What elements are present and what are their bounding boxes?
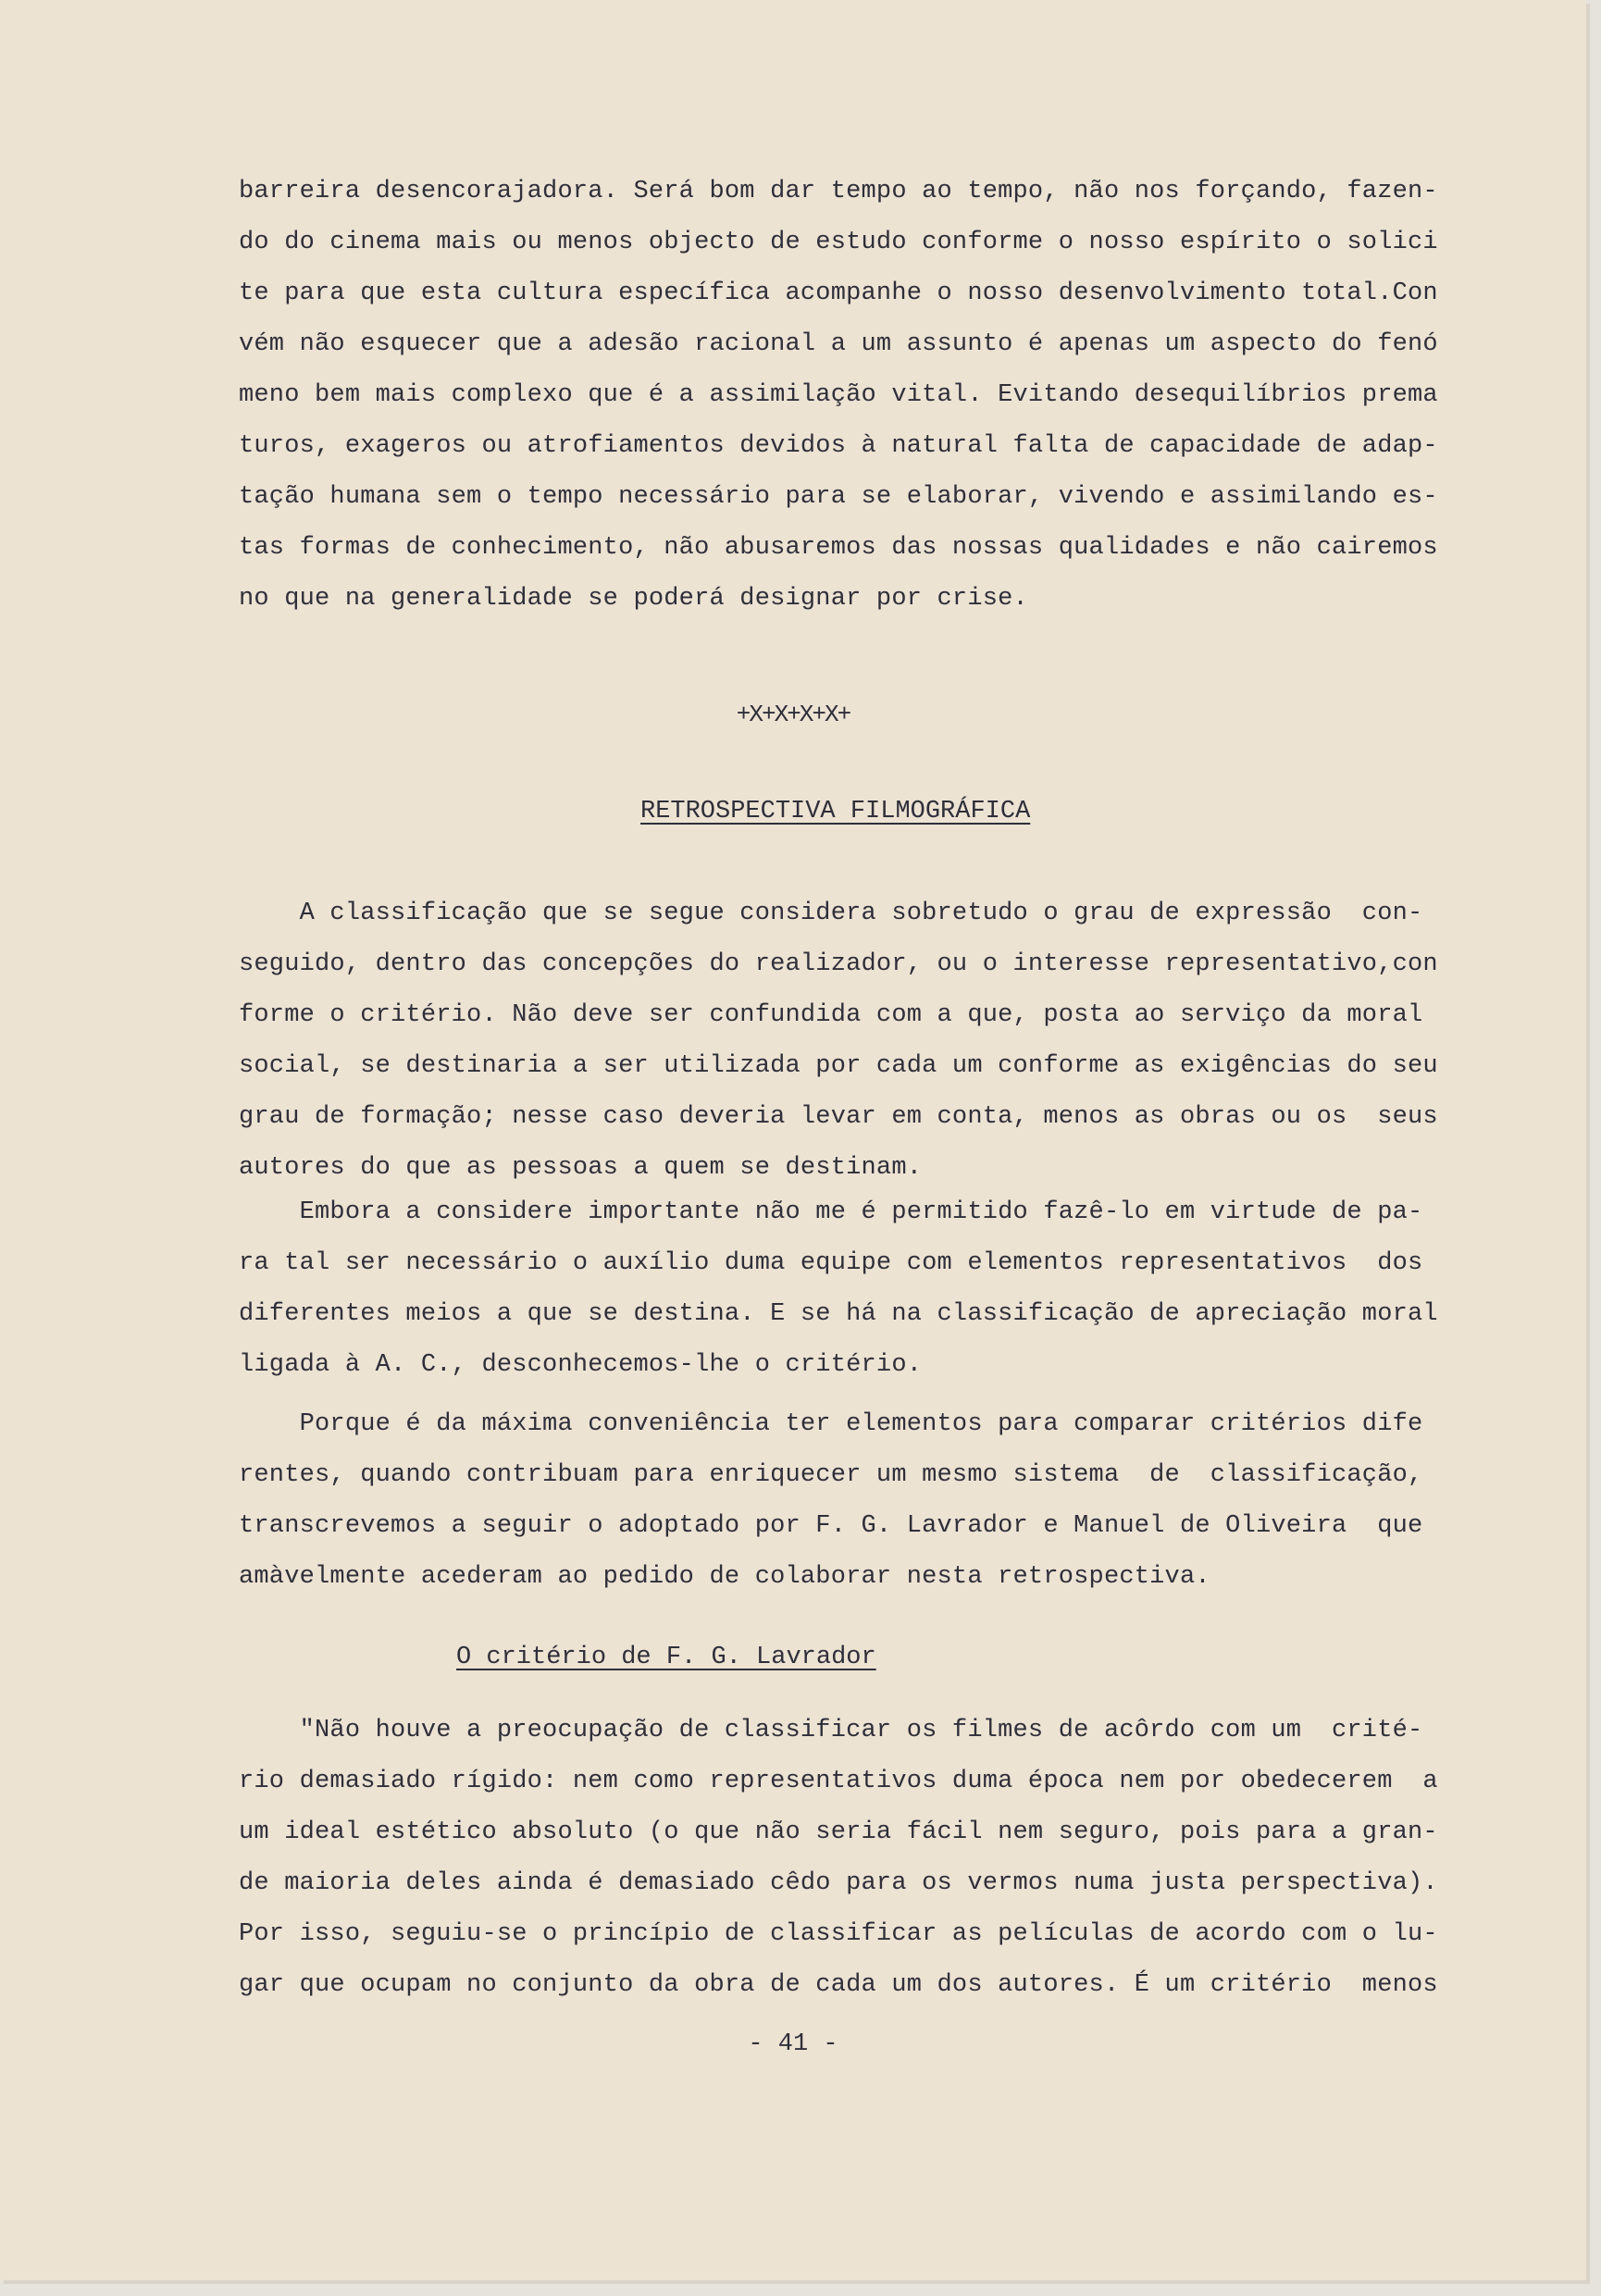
text-line: Por isso, seguiu-se o princípio de classificar as películas de acordo com o lu- (239, 1920, 1438, 1948)
text-line: vém não esquecer que a adesão racional a um assunto é apenas um aspecto do fenó (239, 330, 1438, 358)
quote-paragraph (239, 1706, 1438, 2011)
text-line: seguido, dentro das concepções do realizador, ou o interesse representativo,con (239, 950, 1438, 978)
text-line: no que na generalidade se poderá designar por crise. (239, 585, 1028, 613)
text-line: "Não houve a preocupação de classificar os filmes de acôrdo com um crité- (239, 1717, 1423, 1744)
text-line: transcrevemos a seguir o adoptado por F. G. Lavrador e Manuel de Oliveira que (239, 1512, 1423, 1540)
text-line: A classificação que se segue considera sobretudo o grau de expressão con- (239, 900, 1423, 927)
text-line: Porque é da máxima conveniência ter elementos para comparar critérios dife (239, 1410, 1423, 1438)
porque-paragraph (239, 1399, 1423, 1603)
text-line: ra tal ser necessário o auxílio duma equipe com elementos representativos dos (239, 1249, 1423, 1277)
text-line: Embora a considere importante não me é permitido fazê-lo em virtude de pa- (239, 1198, 1423, 1226)
text-line: forme o critério. Não deve ser confundida com a que, posta ao serviço da moral (239, 1001, 1423, 1029)
embora-paragraph (239, 1187, 1438, 1391)
text-line: autores do que as pessoas a quem se destinam. (239, 1154, 923, 1182)
section-heading: RETROSPECTIVA FILMOGRÁFICA (640, 798, 1031, 825)
text-line: gar que ocupam no conjunto da obra de cada um dos autores. É um critério menos (239, 1971, 1438, 1999)
text-line: diferentes meios a que se destina. E se há na classificação de apreciação moral (239, 1300, 1438, 1328)
sub-heading: O critério de F. G. Lavrador (456, 1644, 876, 1671)
text-line: meno bem mais complexo que é a assimilação vital. Evitando desequilíbrios prema (239, 381, 1438, 409)
text-line: ligada à A. C., desconhecemos-lhe o critério. (239, 1351, 923, 1379)
text-line: de maioria deles ainda é demasiado cêdo para os vermos numa justa perspectiva). (239, 1869, 1438, 1897)
page-number: - 41 - (748, 2030, 838, 2058)
text-line: turos, exageros ou atrofiamentos devidos à natural falta de capacidade de adap- (239, 432, 1438, 460)
top-paragraph (239, 167, 1438, 625)
classification-paragraph (239, 888, 1438, 1194)
text-line: grau de formação; nesse caso deveria levar em conta, menos as obras ou os seus (239, 1103, 1438, 1131)
text-line: rio demasiado rígido: nem como representativos duma época nem por obedecerem a (239, 1768, 1438, 1795)
text-line: rentes, quando contribuam para enriquecer um mesmo sistema de classificação, (239, 1461, 1423, 1489)
text-line: tas formas de conhecimento, não abusaremos das nossas qualidades e não cairemos (239, 534, 1438, 562)
text-line: barreira desencorajadora. Será bom dar tempo ao tempo, não nos forçando, fazen- (239, 178, 1438, 205)
text-line: social, se destinaria a ser utilizada por cada um conforme as exigências do seu (239, 1052, 1438, 1080)
text-line: te para que esta cultura específica acompanhe o nosso desenvolvimento total.Con (239, 279, 1438, 307)
text-line: tação humana sem o tempo necessário para se elaborar, vivendo e assimilando es- (239, 483, 1438, 511)
text-line: um ideal estético absoluto (o que não seria fácil nem seguro, pois para a gran- (239, 1818, 1438, 1846)
text-line: amàvelmente acederam ao pedido de colaborar nesta retrospectiva. (239, 1563, 1210, 1591)
text-line: do do cinema mais ou menos objecto de estudo conforme o nosso espírito o solici (239, 229, 1438, 256)
section-ornament: +X+X+X+X+ (736, 701, 850, 728)
